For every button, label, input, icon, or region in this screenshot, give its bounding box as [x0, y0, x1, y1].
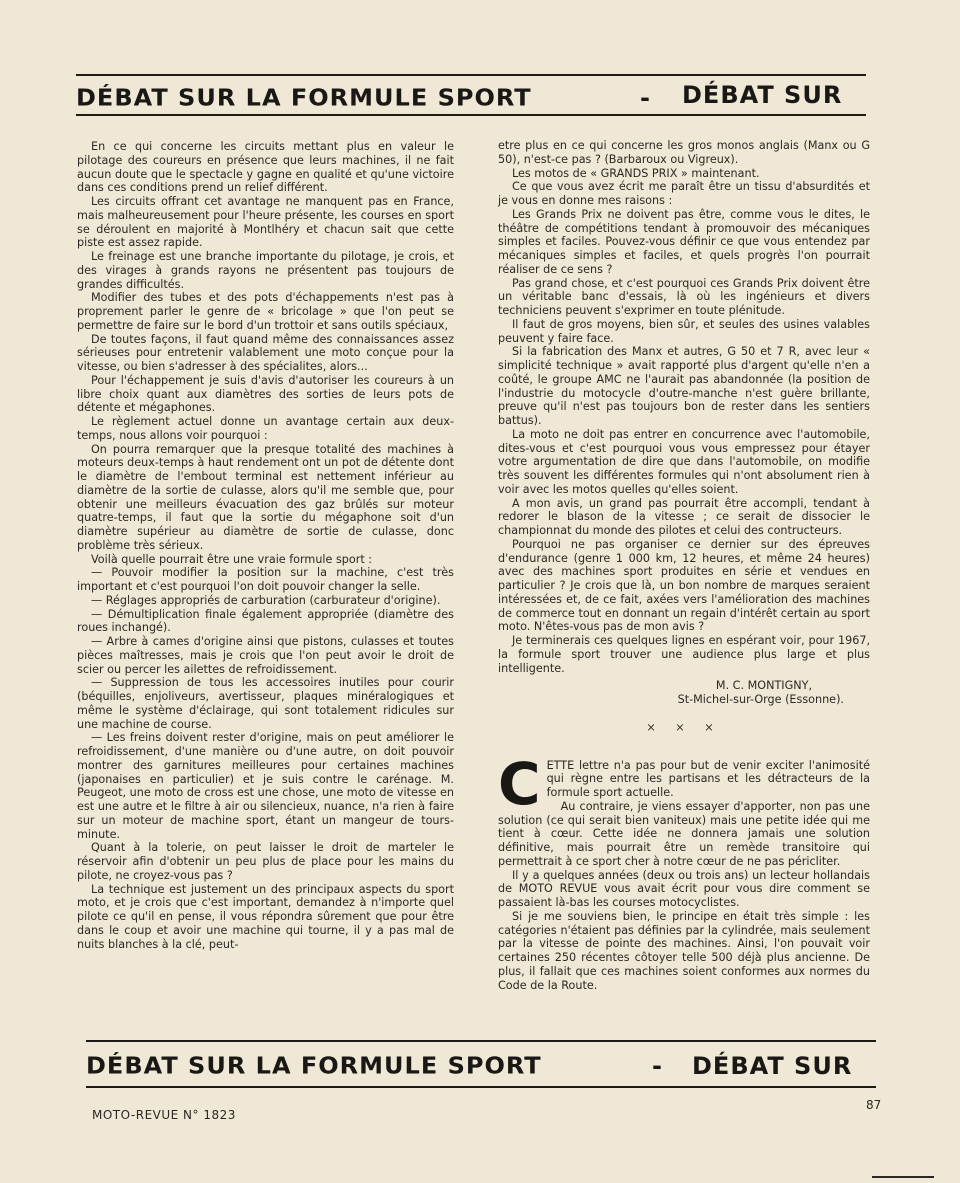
header-dash: -: [640, 84, 651, 112]
left-column: [77, 140, 454, 951]
header-banner-left: DÉBAT SUR LA FORMULE SPORT: [76, 84, 532, 112]
footer-rule-bottom: [86, 1086, 876, 1088]
paragraph: — Réglages appropriés de carburation (carburateur d'origine).: [91, 593, 441, 607]
paragraph: Pourquoi ne pas organiser ce dernier sur des épreuves d'endurance (genre 1 000 km, 12 heures, et même 24 heures) avec des machines sport produites en série et vendues en particulier ? Je crois que là, un bon nombre de marques seraient intéressées et, de ce fait, axées vers l'amélioration des machines de commerce tout en donnant un regain d'intérêt certain au sport moto. N'êtes-vous pas de mon avis ?: [498, 537, 870, 634]
paragraph: — Pouvoir modifier la position sur la machine, c'est très important et c'est pourquoi l'on doit pouvoir changer la selle.: [77, 566, 454, 593]
footer-banner-right: DÉBAT SUR: [692, 1052, 853, 1080]
paragraph: — Les freins doivent rester d'origine, mais on peut améliorer le refroidissement, d'une manière ou d'une autre, on doit pouvoir montrer des garnitures meilleures pour certaines machines (japonaises en particulier) et je suis contre le carénage. M. Peugeot, une moto de cross est une chose, une moto de vitesse en est une autre et le filtre à air ou silencieux, nuance, n'a rien à faire sur un moteur de machine sport, étant un mangeur de tours-minute.: [77, 731, 454, 841]
paragraph: — Démultiplication finale également appropriée (diamètre des roues inchangé).: [77, 607, 454, 635]
signature-place: St-Michel-sur-Orge (Essonne).: [677, 693, 844, 706]
paragraph: Le freinage est une branche importante du pilotage, je crois, et des virages à grands rayons ne présentent pas toujours de grandes difficultés.: [77, 250, 454, 291]
paragraph: A mon avis, un grand pas pourrait être accompli, tendant à redorer le blason de la vitesse ; ce serait de dissocier le championnat du monde des pilotes et celui des contructeurs.: [498, 496, 870, 537]
header-rule-bottom: [76, 114, 866, 116]
paragraph: Les motos de « GRANDS PRIX » maintenant.: [512, 166, 760, 180]
magazine-issue: MOTO-REVUE N° 1823: [92, 1108, 236, 1122]
paragraph: Les circuits offrant cet avantage ne manquent pas en France, mais malheureusement pour l'heure présente, les courses en sport se déroulent en majorité à Montlhéry et chacun sait que cette piste est assez rapide.: [77, 195, 454, 250]
paragraph: etre plus en ce qui concerne les gros monos anglais (Manx ou G 50), n'est-ce pas ? (Barbaroux ou Vigreux).: [498, 139, 870, 166]
paragraph: La technique est justement un des principaux aspects du sport moto, et je crois que c'est important, demandez à n'importe quel pilote ce qu'il en pense, il vous répondra sûrement que pour être dans le coup et avoir une machine qui tourne, il y a pas mal de nuits blanches à la clé, peut-: [77, 882, 454, 951]
header-banner-right: DÉBAT SUR: [682, 81, 843, 109]
paragraph: Je terminerais ces quelques lignes en espérant voir, pour 1967, la formule sport trouver une audience plus large et plus intelligente.: [498, 634, 870, 675]
paragraph: De toutes façons, il faut quand même des connaissances assez sérieuses pour entretenir valablement une moto conçue pour la vitesse, ou bien s'adresser à des spécialites, alors...: [77, 332, 454, 373]
paragraph: Il y a quelques années (deux ou trois ans) un lecteur hollandais de MOTO REVUE vous avait écrit pour vous dire comment se passaient là-bas les courses motocyclistes.: [498, 868, 870, 909]
right-column: [498, 139, 870, 992]
paragraph: Pour l'échappement je suis d'avis d'autoriser les coureurs à un libre choix quant aux diamètres des sorties de leurs pots de détente et mégaphones.: [77, 373, 454, 415]
paragraph: Les Grands Prix ne doivent pas être, comme vous le dites, le théâtre de compétitions tendant à promouvoir des mécaniques simples et faciles. Pouvez-vous définir ce que vous entendez par mécaniques simples et faciles, et quels progrès l'on pourrait réaliser de ce sens ?: [498, 207, 870, 276]
footer-dash: -: [652, 1052, 663, 1080]
paragraph: On pourra remarquer que la presque totalité des machines à moteurs deux-temps à haut rendement ont un pot de détente dont le diamètre de l'embout terminal est nettement inférieur au diamètre de la sortie de culasse, alors qu'il me semble que, pour obtenir une meilleurs évacuation des gaz brûlés sur moteur quatre-temps, il faut que la sortie du mégaphone soit d'un diamètre supérieur au diamètre de sortie de culasse, donc problème très sérieux.: [77, 442, 454, 552]
signature-name: M. C. MONTIGNY,: [715, 679, 812, 693]
paragraph: Ce que vous avez écrit me paraît être un tissu d'absurdités et je vous en donne mes raisons :: [498, 180, 870, 207]
paragraph: Il faut de gros moyens, bien sûr, et seules des usines valables peuvent y faire face.: [498, 317, 870, 345]
paragraph: Si je me souviens bien, le principe en était très simple : les catégories n'étaient pas définies par la cylindrée, mais seulement par la vitesse de pointe des machines. Ainsi, l'on pouvait voir certaines 250 récentes côtoyer telle 500 déjà plus ancienne. De plus, il fallait que ces machines soient conformes aux normes du Code de la Route.: [498, 909, 870, 992]
paragraph: — Suppression de tous les accessoires inutiles pour courir (béquilles, enjoliveurs, avertisseur, plaques minéralogiques et même le système d'éclairage, qui sont totalement ridicules sur une machine de course.: [77, 676, 454, 731]
footer-rule-top: [86, 1040, 876, 1042]
paragraph: La moto ne doit pas entrer en concurrence avec l'automobile, dites-vous et c'est pourquoi vous vous empressez pour étayer votre argumentation de dire que dans l'automobile, on modifie très souvent les différentes formules qui n'ont absolument rien à voir avec les motos quelles qu'elles soient.: [498, 427, 870, 496]
paragraph: Pas grand chose, et c'est pourquoi ces Grands Prix doivent être un véritable banc d'essais, là où les ingénieurs et divers techniciens peuvent s'exprimer en toute plénitude.: [498, 276, 870, 317]
paragraph: Le règlement actuel donne un avantage certain aux deux-temps, nous allons voir pourquoi :: [77, 415, 454, 442]
paragraph: — Arbre à cames d'origine ainsi que pistons, culasses et toutes pièces maîtresses, mais je crois que l'on peut avoir le droit de scier ou percer les ailettes de refroidissement.: [77, 635, 454, 676]
section-separator: × × ×: [646, 720, 722, 734]
paragraph: Voilà quelle pourrait être une vraie formule sport :: [91, 552, 373, 566]
first-letter-body: [498, 139, 870, 675]
second-letter: [498, 745, 870, 993]
paragraph: En ce qui concerne les circuits mettant plus en valeur le pilotage des coureurs en présence que leurs machines, il ne fait aucun doute que le spectacle y gagne en qualité et qu'une victoire dans ces conditions prend un relief différent.: [77, 140, 454, 195]
footer-banner-left: DÉBAT SUR LA FORMULE SPORT: [86, 1052, 542, 1080]
paragraph: Quant à la tolerie, on peut laisser le droit de marteler le réservoir afin d'obtenir un peu plus de place pour les mains du pilote, ne croyez-vous pas ?: [77, 841, 454, 882]
second-letter-first-paragraph: [498, 749, 870, 818]
page-number: 87: [866, 1098, 882, 1112]
paragraph: Au contraire, je viens essayer d'apporter, non pas une solution (ce qui serait bien vaniteux) mais une petite idée qui me tient à cœur. Cette idée ne donnera jamais une solution définitive, mais pourrait être un remède transitoire qui permettrait à ce sport cher à notre cœur de ne pas péricliter.: [498, 799, 870, 868]
drop-cap: C: [498, 749, 541, 818]
second-letter-opening: ETTE lettre n'a pas pour but de venir exciter l'animosité qui règne entre les partisans et les détracteurs de la formule sport actuelle.: [546, 758, 870, 799]
header-rule-top: [76, 74, 866, 76]
corner-rule: [872, 1176, 934, 1178]
second-letter-body: [498, 800, 870, 993]
paragraph: Si la fabrication des Manx et autres, G 50 et 7 R, avec leur « simplicité technique » avait rapporté plus d'argent qu'elle n'en a coûté, le groupe AMC ne l'aurait pas abandonnée (la position de l'industrie du motocycle d'outre-manche n'est guère brillante, preuve qu'il n'est pas toujours bon de rester dans les sentiers battus).: [498, 345, 870, 427]
paragraph: Modifier des tubes et des pots d'échappements n'est pas à proprement parler le genre de « bricolage » que l'on peut se permettre de faire sur le bord d'un trottoir et sans outils spéciaux,: [77, 291, 454, 332]
